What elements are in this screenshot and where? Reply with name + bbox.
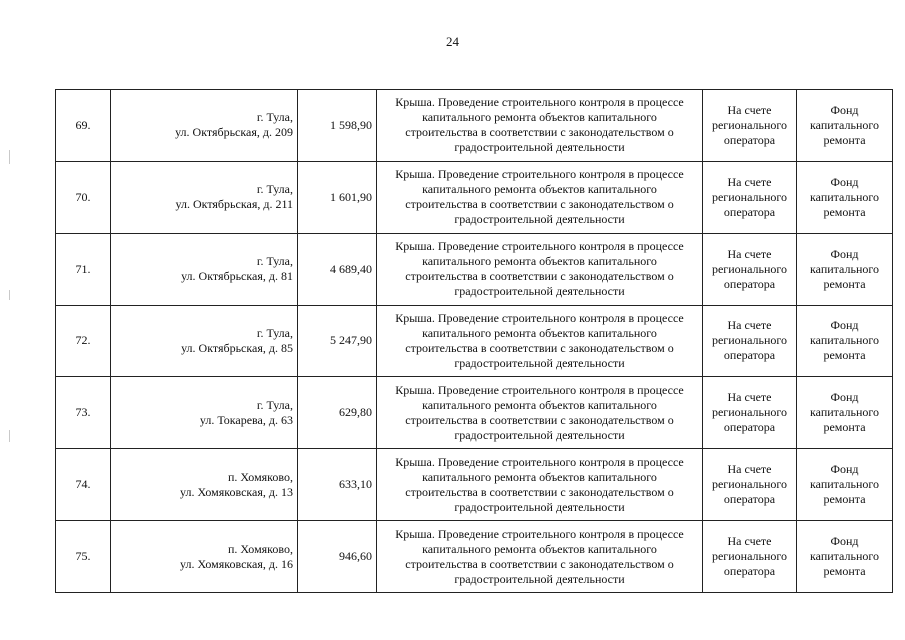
row-number: 71. [56,233,111,305]
scan-mark [9,430,10,442]
work-description-line: строительства в соответствии с законодательством о [405,412,674,427]
account-method-line: регионального [711,405,788,420]
funding-source [797,377,893,449]
funding-source-line: Фонд [830,246,859,261]
address-street: ул. Хомяковская, д. 13 [180,484,293,499]
funding-source [797,161,893,233]
funding-source-line: капитального [810,261,879,276]
account-method-line: регионального [711,477,788,492]
account-method-line: На счете [727,174,772,189]
work-description-line: строительства в соответствии с законодательством о [405,484,674,499]
account-method [703,233,797,305]
address-street: ул. Октябрьская, д. 209 [175,125,293,140]
address-street: ул. Октябрьская, д. 211 [175,197,293,212]
account-method [703,377,797,449]
work-description-line: капитального ремонта объектов капитального [422,541,657,556]
address-cell [111,305,298,377]
row-number: 74. [56,449,111,521]
row-number: 69. [56,90,111,162]
row-number: 75. [56,521,111,593]
scan-mark [9,290,10,300]
funding-source-line: Фонд [830,102,859,117]
account-method-line: оператора [723,564,776,579]
account-method-line: регионального [711,261,788,276]
funding-source-line: ремонта [823,132,866,147]
account-method-line: На счете [727,102,772,117]
account-method [703,521,797,593]
account-method-line: оператора [723,492,776,507]
funding-source [797,449,893,521]
address-locality: п. Хомяково, [227,469,293,484]
account-method-line: оператора [723,204,776,219]
work-description-line: градостроительной деятельности [454,427,625,442]
funding-source-line: ремонта [823,420,866,435]
works-table [55,89,893,593]
work-description-line: капитального ремонта объектов капитального [422,182,657,197]
funding-source-line: капитального [810,333,879,348]
address-cell [111,233,298,305]
work-description-line: капитального ремонта объектов капитального [422,325,657,340]
area-value: 1 601,90 [298,161,377,233]
work-description-line: строительства в соответствии с законодательством о [405,269,674,284]
work-description-line: Крыша. Проведение строительного контроля в процессе [395,95,684,110]
account-method-line: оператора [723,276,776,291]
account-method-line: оператора [723,420,776,435]
address-locality: г. Тула, [256,397,293,412]
funding-source-line: Фонд [830,462,859,477]
funding-source [797,90,893,162]
address-locality: г. Тула, [256,254,293,269]
table-row [56,233,893,305]
account-method-line: На счете [727,390,772,405]
account-method [703,449,797,521]
work-description [377,377,703,449]
funding-source-line: капитального [810,477,879,492]
account-method-line: регионального [711,189,788,204]
address-street: ул. Хомяковская, д. 16 [180,556,293,571]
account-method-line: На счете [727,462,772,477]
row-number: 70. [56,161,111,233]
work-description-line: Крыша. Проведение строительного контроля в процессе [395,526,684,541]
work-description-line: градостроительной деятельности [454,212,625,227]
account-method-line: На счете [727,318,772,333]
work-description-line: Крыша. Проведение строительного контроля в процессе [395,310,684,325]
account-method [703,161,797,233]
funding-source-line: капитального [810,549,879,564]
work-description-line: строительства в соответствии с законодательством о [405,556,674,571]
work-description-line: капитального ремонта объектов капитального [422,397,657,412]
address-locality: г. Тула, [256,325,293,340]
work-description [377,233,703,305]
table-row [56,521,893,593]
address-locality: п. Хомяково, [227,541,293,556]
account-method-line: оператора [723,348,776,363]
account-method-line: регионального [711,549,788,564]
work-description-line: Крыша. Проведение строительного контроля в процессе [395,167,684,182]
work-description [377,161,703,233]
work-description-line: строительства в соответствии с законодательством о [405,125,674,140]
row-number: 73. [56,377,111,449]
work-description-line: градостроительной деятельности [454,140,625,155]
work-description-line: Крыша. Проведение строительного контроля в процессе [395,239,684,254]
work-description [377,521,703,593]
funding-source [797,305,893,377]
account-method-line: На счете [727,534,772,549]
address-locality: г. Тула, [256,110,293,125]
work-description-line: капитального ремонта объектов капитального [422,110,657,125]
account-method-line: На счете [727,246,772,261]
work-description [377,90,703,162]
table-row [56,449,893,521]
funding-source-line: Фонд [830,390,859,405]
account-method [703,90,797,162]
funding-source-line: капитального [810,405,879,420]
work-description-line: капитального ремонта объектов капитального [422,469,657,484]
work-description [377,305,703,377]
area-value: 4 689,40 [298,233,377,305]
area-value: 629,80 [298,377,377,449]
work-description-line: градостроительной деятельности [454,571,625,586]
funding-source-line: ремонта [823,492,866,507]
address-cell [111,161,298,233]
table-row [56,161,893,233]
funding-source-line: Фонд [830,318,859,333]
funding-source-line: Фонд [830,174,859,189]
address-street: ул. Октябрьская, д. 81 [181,269,293,284]
area-value: 1 598,90 [298,90,377,162]
page-number: 24 [446,34,459,49]
funding-source [797,521,893,593]
address-street: ул. Октябрьская, д. 85 [181,340,293,355]
work-description-line: Крыша. Проведение строительного контроля в процессе [395,382,684,397]
address-street: ул. Токарева, д. 63 [199,412,293,427]
work-description [377,449,703,521]
area-value: 5 247,90 [298,305,377,377]
funding-source [797,233,893,305]
address-cell [111,90,298,162]
work-description-line: градостроительной деятельности [454,284,625,299]
work-description-line: Крыша. Проведение строительного контроля в процессе [395,454,684,469]
funding-source-line: ремонта [823,348,866,363]
work-description-line: капитального ремонта объектов капитального [422,254,657,269]
funding-source-line: ремонта [823,564,866,579]
table-row [56,305,893,377]
work-description-line: градостроительной деятельности [454,355,625,370]
funding-source-line: ремонта [823,276,866,291]
address-locality: г. Тула, [256,182,293,197]
funding-source-line: Фонд [830,534,859,549]
area-value: 946,60 [298,521,377,593]
account-method-line: регионального [711,117,788,132]
funding-source-line: капитального [810,189,879,204]
work-description-line: градостроительной деятельности [454,499,625,514]
scan-mark [9,150,10,164]
account-method-line: регионального [711,333,788,348]
address-cell [111,449,298,521]
account-method-line: оператора [723,132,776,147]
funding-source-line: капитального [810,117,879,132]
work-description-line: строительства в соответствии с законодательством о [405,197,674,212]
account-method [703,305,797,377]
address-cell [111,377,298,449]
address-cell [111,521,298,593]
funding-source-line: ремонта [823,204,866,219]
table-row [56,377,893,449]
table-row [56,90,893,162]
work-description-line: строительства в соответствии с законодательством о [405,340,674,355]
row-number: 72. [56,305,111,377]
area-value: 633,10 [298,449,377,521]
